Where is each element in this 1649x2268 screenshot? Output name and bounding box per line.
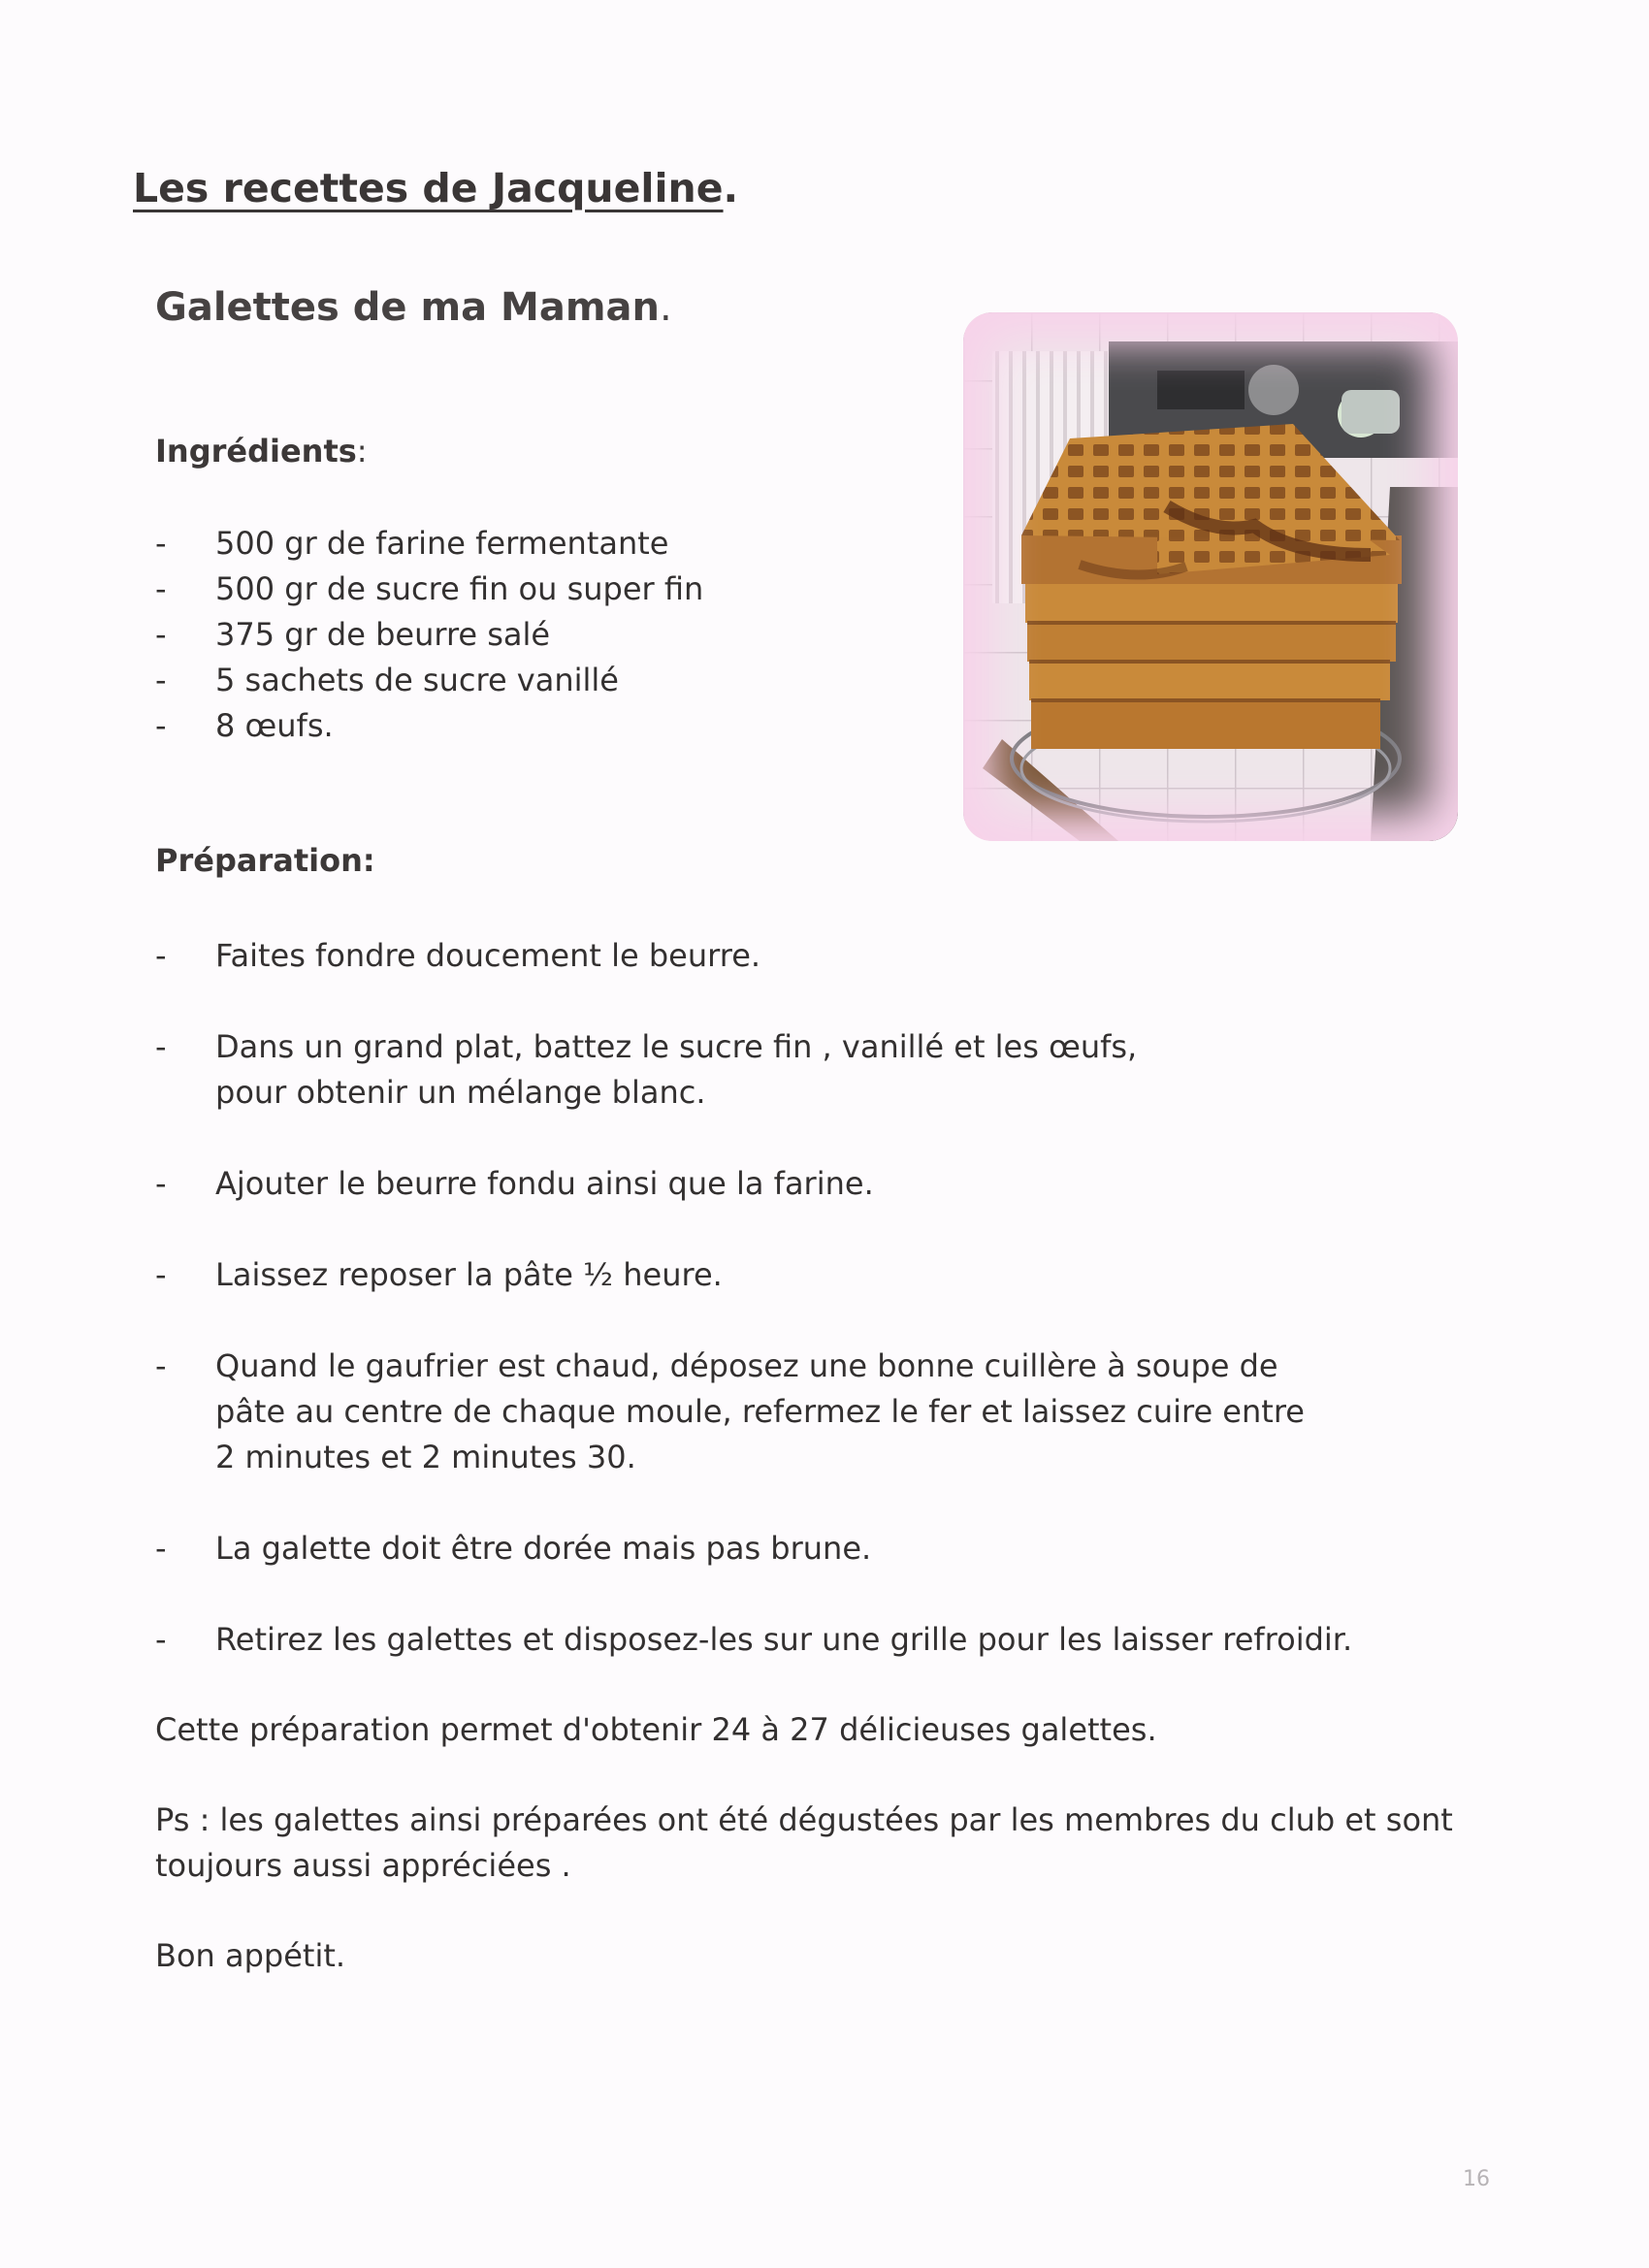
ps-note-line: toujours aussi appréciées . — [155, 1847, 571, 1884]
step-item — [155, 1344, 1352, 1480]
list-bullet: - — [155, 1530, 167, 1567]
step-item — [155, 1617, 1352, 1663]
step-item — [155, 933, 1352, 979]
ingredient-text: 375 gr de beurre salé — [215, 616, 551, 653]
document-title-text: Les recettes de Jacqueline — [133, 165, 724, 211]
closing-note: Bon appétit. — [155, 1937, 346, 1974]
step-line: pour obtenir un mélange blanc. — [215, 1074, 706, 1111]
ingredient-item — [155, 612, 703, 658]
ingredient-item — [155, 521, 703, 567]
recipe-title-suffix: . — [660, 285, 672, 330]
list-bullet: - — [155, 662, 167, 698]
ingredients-heading — [155, 433, 368, 470]
step-line: Dans un grand plat, battez le sucre fin , vanillé et les œufs, — [215, 1028, 1138, 1065]
step-item — [155, 1024, 1352, 1116]
list-bullet: - — [155, 1256, 167, 1293]
ingredient-text: 5 sachets de sucre vanillé — [215, 662, 619, 698]
list-bullet: - — [155, 1621, 167, 1658]
step-line: Retirez les galettes et disposez-les sur une grille pour les laisser refroidir. — [215, 1621, 1353, 1658]
step-line: La galette doit être dorée mais pas brune. — [215, 1530, 872, 1567]
page-number: 16 — [1463, 2167, 1490, 2191]
list-bullet: - — [155, 1165, 167, 1202]
list-bullet: - — [155, 616, 167, 653]
step-line: Ajouter le beurre fondu ainsi que la farine. — [215, 1165, 874, 1202]
preparation-heading: Préparation: — [155, 842, 375, 879]
step-item — [155, 1526, 1352, 1571]
ingredients-heading-text: Ingrédients — [155, 433, 357, 470]
list-bullet: - — [155, 570, 167, 607]
step-line: Laissez reposer la pâte ½ heure. — [215, 1256, 723, 1293]
waffle-photo — [963, 312, 1458, 841]
yield-note: Cette préparation permet d'obtenir 24 à 27 délicieuses galettes. — [155, 1711, 1157, 1748]
step-line: Quand le gaufrier est chaud, déposez une bonne cuillère à soupe de — [215, 1347, 1278, 1384]
ingredient-item — [155, 658, 703, 703]
recipe-title-text: Galettes de ma Maman — [155, 285, 660, 330]
list-bullet: - — [155, 1028, 167, 1065]
ingredient-item — [155, 567, 703, 612]
preparation-steps — [155, 933, 1352, 1708]
document-title — [133, 165, 738, 211]
list-bullet: - — [155, 525, 167, 562]
step-line: 2 minutes et 2 minutes 30. — [215, 1439, 636, 1475]
list-bullet: - — [155, 1347, 167, 1384]
ingredient-text: 500 gr de farine fermentante — [215, 525, 669, 562]
ingredient-item — [155, 703, 703, 749]
step-line: Faites fondre doucement le beurre. — [215, 937, 761, 974]
step-line: pâte au centre de chaque moule, refermez le fer et laissez cuire entre — [215, 1393, 1305, 1430]
ps-note — [155, 1798, 1453, 1889]
ps-note-line: Ps : les galettes ainsi préparées ont été dégustées par les membres du club et sont — [155, 1801, 1453, 1838]
waffle-photo-drawing — [963, 312, 1458, 841]
document-title-suffix: . — [723, 165, 739, 211]
list-bullet: - — [155, 937, 167, 974]
recipe-title — [155, 285, 672, 330]
step-item — [155, 1161, 1352, 1207]
ingredients-list — [155, 521, 703, 749]
list-bullet: - — [155, 707, 167, 744]
step-item — [155, 1252, 1352, 1298]
ingredient-text: 8 œufs. — [215, 707, 334, 744]
ingredients-heading-colon: : — [356, 433, 368, 470]
ingredient-text: 500 gr de sucre fin ou super fin — [215, 570, 704, 607]
